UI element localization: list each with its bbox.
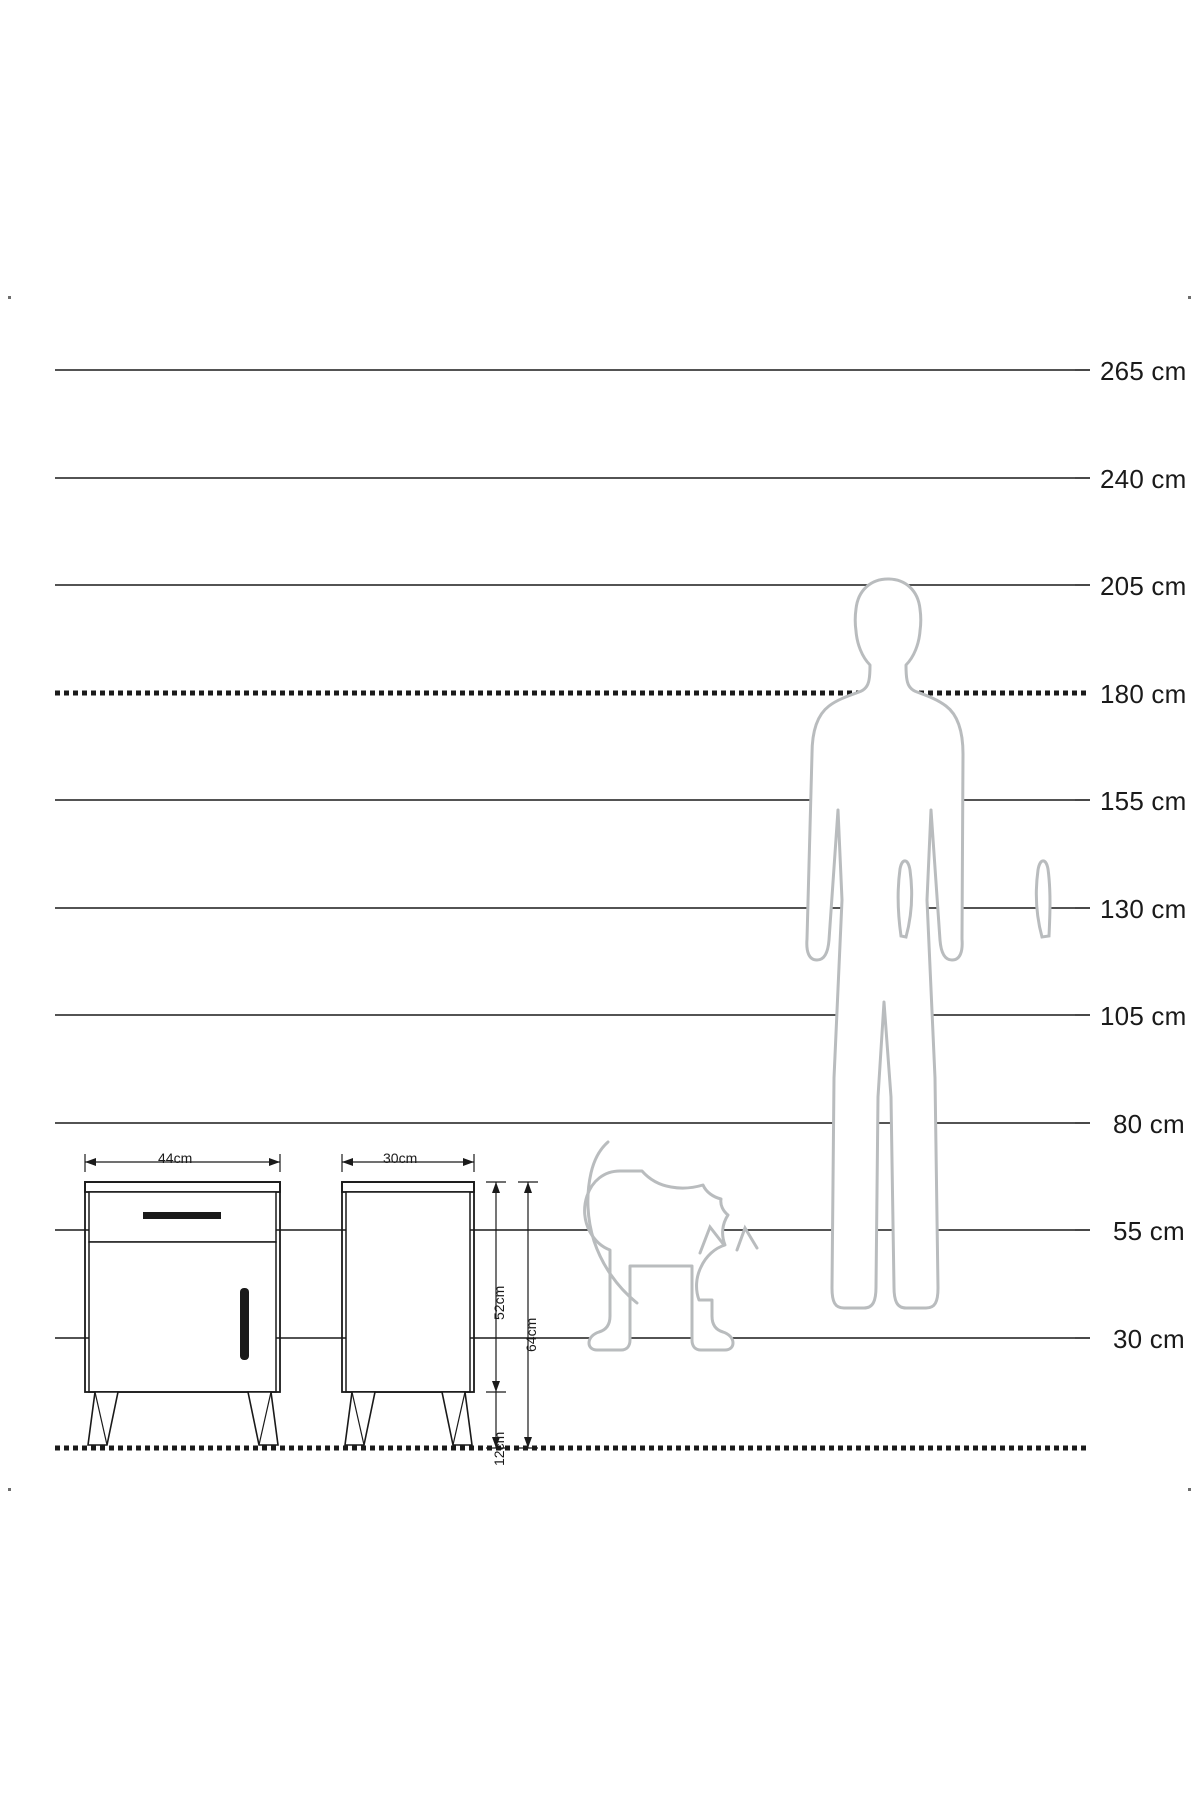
scale-label-105: 105 cm [1100,1001,1187,1031]
dim-height-64 [518,1182,538,1448]
dim-label-height-64: 64cm [523,1317,539,1352]
corner-mark-top-left [8,296,11,299]
person-silhouette [807,579,1050,1308]
dim-label-width-44: 44cm [158,1150,193,1166]
label-leader-ticks [1075,370,1090,1338]
corner-mark-bottom-left [8,1488,11,1491]
scale-label-155: 155 cm [1100,786,1187,816]
dim-label-width-30: 30cm [383,1150,418,1166]
cat-silhouette [585,1142,757,1350]
scale-label-55: 55 cm [1113,1216,1185,1246]
leg-right [248,1392,278,1445]
scale-label-180: 180 cm [1100,679,1187,709]
door-handle [240,1288,249,1360]
scale-label-80: 80 cm [1113,1109,1185,1139]
corner-mark-top-right [1188,296,1191,299]
dim-label-height-12: 12cm [491,1431,507,1466]
scale-label-205: 205 cm [1100,571,1187,601]
nightstand-side-view [342,1182,474,1445]
nightstand-front-view [85,1182,280,1445]
drawer-handle [143,1212,221,1219]
leg-right [442,1392,472,1445]
scale-label-265: 265 cm [1100,356,1187,386]
corner-mark-bottom-right [1188,1488,1191,1491]
dim-label-height-52: 52cm [491,1285,507,1320]
scale-label-240: 240 cm [1100,464,1187,494]
scale-label-130: 130 cm [1100,894,1187,924]
leg-left [345,1392,375,1445]
scale-label-30: 30 cm [1113,1324,1185,1354]
leg-left [88,1392,118,1445]
